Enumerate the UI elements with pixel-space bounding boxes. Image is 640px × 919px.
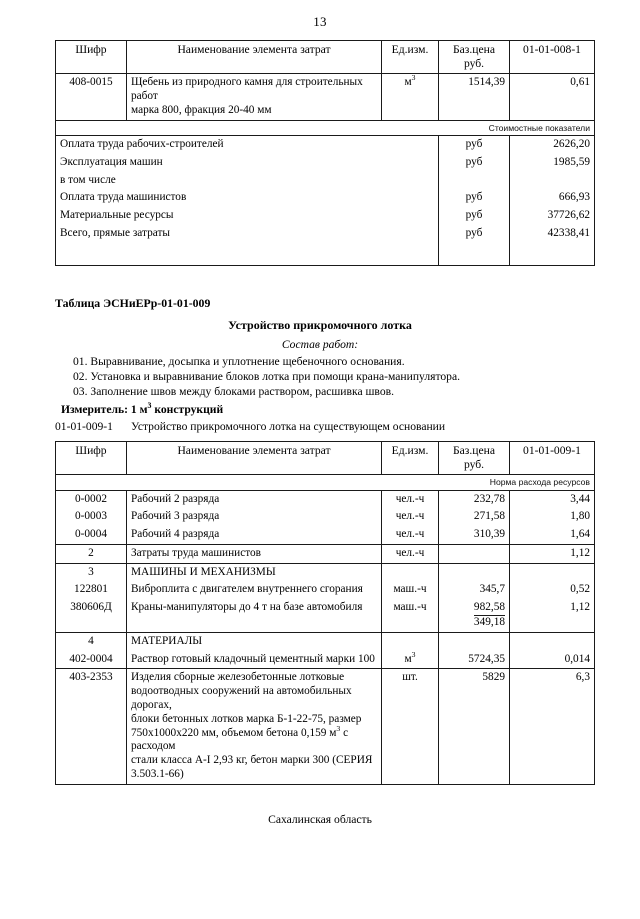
table-row [56,508,595,526]
machine1-price-fraction [474,601,505,630]
machine0-name: Виброплита с двигателем внутреннего сгорания [127,581,382,599]
material0-unit-exponent: 3 [411,649,416,659]
summary-row0-unit: руб [439,136,510,154]
machines-section-header-row [56,563,595,581]
table-row [56,172,595,190]
table2-header-price-line1: Баз.цена [453,443,495,457]
summary-row1-value: 1985,59 [510,154,595,172]
document-page [0,14,640,919]
summary-row1-name: Эксплуатация машин [56,154,439,172]
table2-row0-unit: чел.-ч [382,490,439,508]
measure-unit-line [61,400,585,416]
table2-row1-price: 271,58 [439,508,510,526]
variant-code: 01-01-009-1 [55,419,113,433]
table2-row1-unit: чел.-ч [382,508,439,526]
materials-header-price [439,632,510,650]
measure-prefix: Измеритель: 1 м [61,402,148,416]
table-row [56,225,595,243]
table-label: Таблица ЭСНиЕРр-01-01-009 [55,295,211,310]
table2-row3-price [439,544,510,563]
table1-empty-unit-cell [439,243,510,266]
table2-section-label-row [56,475,595,490]
machine0-code: 122801 [56,581,127,599]
machine1-name: Краны-манипуляторы до 4 т на базе автомобиля [127,599,382,632]
table-row [56,154,595,172]
table1-section-label-row [56,120,595,135]
material0-name: Раствор готовый кладочный цементный марки 100 [127,651,382,669]
summary-row4-name: Материальные ресурсы [56,207,439,225]
machine1-code: 380606Д [56,599,127,632]
table1-header-price [439,41,510,74]
table1-header-price-line1: Баз.цена [453,43,495,56]
table1-row0-name-line2: марка 800, фракция 20-40 мм [131,103,272,116]
cost-table-009 [55,441,595,785]
page-footer: Сахалинская область [268,812,372,826]
material1-norm: 6,3 [510,669,595,784]
page-number: 13 [313,14,327,29]
machine1-unit: маш.-ч [382,599,439,632]
material1-volume-exponent: 3 [336,723,341,733]
table2-header-name: Наименование элемента затрат [127,441,382,474]
materials-header-unit [382,632,439,650]
table1-header-code: Шифр [56,41,127,74]
table1-row0-unit [382,74,439,120]
material0-price: 5724,35 [439,651,510,669]
table2-row2-unit: чел.-ч [382,526,439,544]
summary-row5-unit: руб [439,225,510,243]
material0-code: 402-0004 [56,651,127,669]
machine1-price [439,599,510,632]
table-row [56,544,595,563]
works-composition-label: Состав работ: [281,337,359,351]
table2-header-unit: Ед.изм. [382,441,439,474]
machine1-price-numerator: 982,58 [474,601,505,616]
section-title: Устройство прикромочного лотка [228,317,412,332]
table2-header-code: Шифр [56,441,127,474]
machines-header-norm [510,563,595,581]
table-row [56,526,595,544]
material1-name-line3: 750х1000х220 мм, объемом бетона 0,159 $м^3$ с расходом [131,723,349,753]
table-row [56,581,595,599]
variant-line [55,420,585,433]
table1-header-price-line2: руб. [463,57,485,71]
table2-row2-norm: 1,64 [510,526,595,544]
machine0-price: 345,7 [439,581,510,599]
table1-empty-name-cell [56,243,439,266]
table1-row0-name [127,74,382,120]
table2-row3-name: Затраты труда машинистов [127,544,382,563]
table1-row0-price: 1514,39 [439,74,510,120]
material0-unit [382,651,439,669]
summary-row5-name: Всего, прямые затраты [56,225,439,243]
table-row [56,74,595,120]
table-row [56,189,595,207]
machines-header-unit [382,563,439,581]
list-item: 03. Заполнение швов между блоками раствором, расшивка швов. [73,384,394,398]
materials-header-code: 4 [56,632,127,650]
table2-header-price [439,441,510,474]
list-item: 02. Установка и выравнивание блоков лотка при помощи крана-манипулятора. [73,369,461,383]
material1-unit: шт. [382,669,439,784]
machine0-norm: 0,52 [510,581,595,599]
table2-row3-norm: 1,12 [510,544,595,563]
summary-row4-value: 37726,62 [510,207,595,225]
table-row [56,651,595,669]
machine1-norm: 1,12 [510,599,595,632]
table2-row2-code: 0-0004 [56,526,127,544]
table2-section-label: Норма расхода ресурсов [56,475,595,490]
summary-row0-name: Оплата труда рабочих-строителей [56,136,439,154]
table-row [56,669,595,784]
cost-table-008 [55,40,595,266]
machines-header-name: МАШИНЫ И МЕХАНИЗМЫ [127,563,382,581]
table2-row0-norm: 3,44 [510,490,595,508]
variant-name: Устройство прикромочного лотка на существующем основании [131,419,446,433]
table2-row0-price: 232,78 [439,490,510,508]
materials-header-name: МАТЕРИАЛЫ [127,632,382,650]
material1-name-line5: 3.503.1-66) [131,767,184,780]
machines-header-code: 3 [56,563,127,581]
table2-row2-name: Рабочий 4 разряда [127,526,382,544]
materials-section-header-row [56,632,595,650]
material1-name [127,669,382,784]
table1-row0-unit-exponent: 3 [411,73,416,83]
table2-row1-code: 0-0003 [56,508,127,526]
table2-header-price-line2: руб. [463,457,485,471]
summary-row5-value: 42338,41 [510,225,595,243]
table1-header-unit: Ед.изм. [382,41,439,74]
list-item: 01. Выравнивание, досыпка и уплотнение щебеночного основания. [73,354,405,368]
table1-header-norm: 01-01-008-1 [510,41,595,74]
table2-row2-price: 310,39 [439,526,510,544]
material1-price: 5829 [439,669,510,784]
measure-exponent: 3 [147,400,152,410]
table2-row1-name: Рабочий 3 разряда [127,508,382,526]
material1-name-line1: водоотводных сооружений на автомобильных дорогах, [131,685,352,711]
table2-row3-code: 2 [56,544,127,563]
table1-row0-name-line1: Щебень из природного камня для строительных работ [131,76,363,103]
summary-row3-name: Оплата труда машинистов [56,189,439,207]
table2-header-row [56,441,595,474]
material1-name-line4: стали класса А-I 2,93 кг, бетон марки 300 (СЕРИЯ [131,754,373,767]
table2-row0-name: Рабочий 2 разряда [127,490,382,508]
table-row [56,490,595,508]
summary-row3-unit: руб [439,189,510,207]
table2-row1-norm: 1,80 [510,508,595,526]
table1-header-name: Наименование элемента затрат [127,41,382,74]
summary-row2-value [510,172,595,190]
table2-row0-code: 0-0002 [56,490,127,508]
material0-unit-text: м [404,652,412,665]
material1-code: 403-2353 [56,669,127,784]
machine1-price-denominator: 349,18 [473,616,505,629]
summary-row0-value: 2626,20 [510,136,595,154]
table1-row0-unit-text: м [404,76,412,89]
materials-header-norm [510,632,595,650]
table1-header-row [56,41,595,74]
machines-header-price [439,563,510,581]
table1-section-label: Стоимостные показатели [56,120,595,135]
table-row [56,599,595,632]
table-row [56,136,595,154]
material1-name-line2: блоки бетонных лотков марка Б-1-22-75, размер [131,712,362,725]
material0-norm: 0,014 [510,651,595,669]
summary-row2-name: в том числе [56,172,439,190]
table1-trailing-empty-row [56,243,595,266]
summary-row4-unit: руб [439,207,510,225]
table2-row3-unit: чел.-ч [382,544,439,563]
summary-row2-unit [439,172,510,190]
table1-row0-norm: 0,61 [510,74,595,120]
summary-row3-value: 666,93 [510,189,595,207]
summary-row1-unit: руб [439,154,510,172]
table2-header-norm: 01-01-009-1 [510,441,595,474]
measure-suffix: конструкций [151,402,224,416]
table1-row0-code: 408-0015 [56,74,127,120]
machine0-unit: маш.-ч [382,581,439,599]
table1-empty-norm-cell [510,243,595,266]
section-intro-009 [55,296,585,433]
table-row [56,207,595,225]
material1-name-line0: Изделия сборные железобетонные лотковые [131,671,345,684]
